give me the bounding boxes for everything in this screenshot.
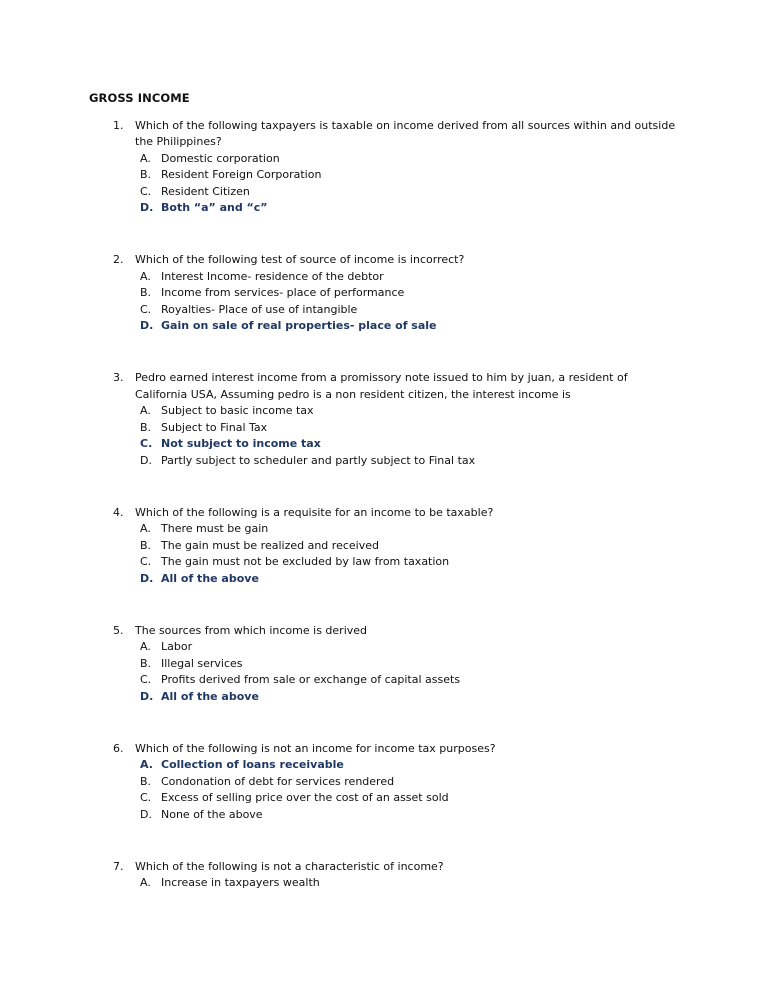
question-row [113,505,681,521]
answer-option [140,538,681,554]
question-text: Pedro earned interest income from a promissory note issued to him by juan, a resident of California USA, Assuming pedro is a non resident citizen, the interest income is [135,371,628,401]
option-text: The gain must not be excluded by law from taxation [161,555,450,569]
option-letter: C. [140,791,152,805]
option-letter: C. [140,673,152,687]
option-letter: A. [140,269,151,283]
question-number: 7. [113,860,124,873]
option-text: Collection of loans receivable [161,758,344,772]
answer-option [140,420,681,436]
question [113,252,681,334]
answer-option [140,167,681,183]
option-letter: D. [140,453,152,467]
option-text: Partly subject to scheduler and partly subject to Final tax [161,453,476,467]
document-title: GROSS INCOME [89,91,190,105]
answer-option [140,521,681,537]
answer-option [140,689,681,705]
option-letter: C. [140,555,152,569]
answer-option [140,151,681,167]
answer-option [140,285,681,301]
answer-option [140,554,681,570]
option-letter: B. [140,656,152,670]
option-letter: B. [140,168,152,182]
option-letter: B. [140,774,152,788]
answer-option [140,571,681,587]
question-text: Which of the following is a requisite for an income to be taxable? [135,505,494,519]
question [113,370,681,468]
question-text: Which of the following taxpayers is taxable on income derived from all sources within and outside the Philippines? [135,119,676,149]
option-letter: A. [140,876,151,890]
option-list [113,403,681,469]
option-text: Increase in taxpayers wealth [161,876,320,890]
option-text: Excess of selling price over the cost of an asset sold [161,791,449,805]
option-letter: C. [140,302,152,316]
option-text: Labor [161,640,193,654]
option-letter: B. [140,538,152,552]
question-text: Which of the following is not a characteristic of income? [135,860,444,873]
option-text: There must be gain [161,522,269,536]
option-text: Subject to basic income tax [161,404,314,418]
question-row [113,370,681,403]
option-list [113,639,681,705]
question-list [89,118,681,892]
question [113,623,681,705]
option-letter: A. [140,640,151,654]
option-letter: A. [140,758,153,772]
question-text: Which of the following is not an income for income tax purposes? [135,741,496,755]
option-text: All of the above [161,571,259,585]
answer-option [140,656,681,672]
option-letter: D. [140,319,154,333]
option-list [113,269,681,335]
option-letter: B. [140,286,152,300]
option-text: Interest Income- residence of the debtor [161,269,384,283]
option-text: Resident Foreign Corporation [161,168,322,182]
question-row [113,252,681,268]
option-letter: B. [140,420,152,434]
question-row [113,118,681,151]
option-letter: D. [140,807,152,821]
option-list [113,757,681,823]
question-row [113,859,681,875]
option-text: Illegal services [161,656,243,670]
option-text: The gain must be realized and received [161,538,379,552]
option-text: All of the above [161,689,259,703]
answer-option [140,318,681,334]
answer-option [140,774,681,790]
answer-option [140,790,681,806]
answer-option [140,200,681,216]
answer-option [140,672,681,688]
question-number: 5. [113,623,124,637]
option-letter: A. [140,404,151,418]
question-row [113,741,681,757]
answer-option [140,436,681,452]
answer-option [140,269,681,285]
question [113,859,681,892]
option-text: Subject to Final Tax [161,420,268,434]
option-text: Not subject to income tax [161,437,321,451]
option-list [113,875,681,891]
document-content [89,92,681,928]
option-text: Both “a” and “c” [161,201,268,215]
question-number: 2. [113,253,124,267]
option-letter: C. [140,184,152,198]
question-text: The sources from which income is derived [135,623,368,637]
option-text: None of the above [161,807,263,821]
answer-option [140,807,681,823]
question-number: 1. [113,119,124,132]
option-letter: C. [140,437,153,451]
answer-option [140,639,681,655]
option-letter: D. [140,201,154,215]
option-text: Gain on sale of real properties- place of sale [161,319,437,333]
question [113,505,681,587]
option-list [113,521,681,587]
answer-option [140,875,681,891]
option-letter: A. [140,522,151,536]
option-text: Royalties- Place of use of intangible [161,302,358,316]
option-letter: D. [140,571,154,585]
option-list [113,151,681,217]
answer-option [140,403,681,419]
option-letter: A. [140,151,151,165]
answer-option [140,302,681,318]
option-text: Resident Citizen [161,184,250,198]
question-row [113,623,681,639]
question-number: 6. [113,741,124,755]
question-number: 4. [113,505,124,519]
option-text: Income from services- place of performance [161,286,405,300]
option-text: Condonation of debt for services rendered [161,774,395,788]
answer-option [140,757,681,773]
question [113,118,681,216]
option-text: Profits derived from sale or exchange of capital assets [161,673,461,687]
question [113,741,681,823]
answer-option [140,184,681,200]
question-number: 3. [113,371,124,385]
question-text: Which of the following test of source of income is incorrect? [135,253,465,267]
answer-option [140,453,681,469]
option-text: Domestic corporation [161,151,280,165]
option-letter: D. [140,689,154,703]
